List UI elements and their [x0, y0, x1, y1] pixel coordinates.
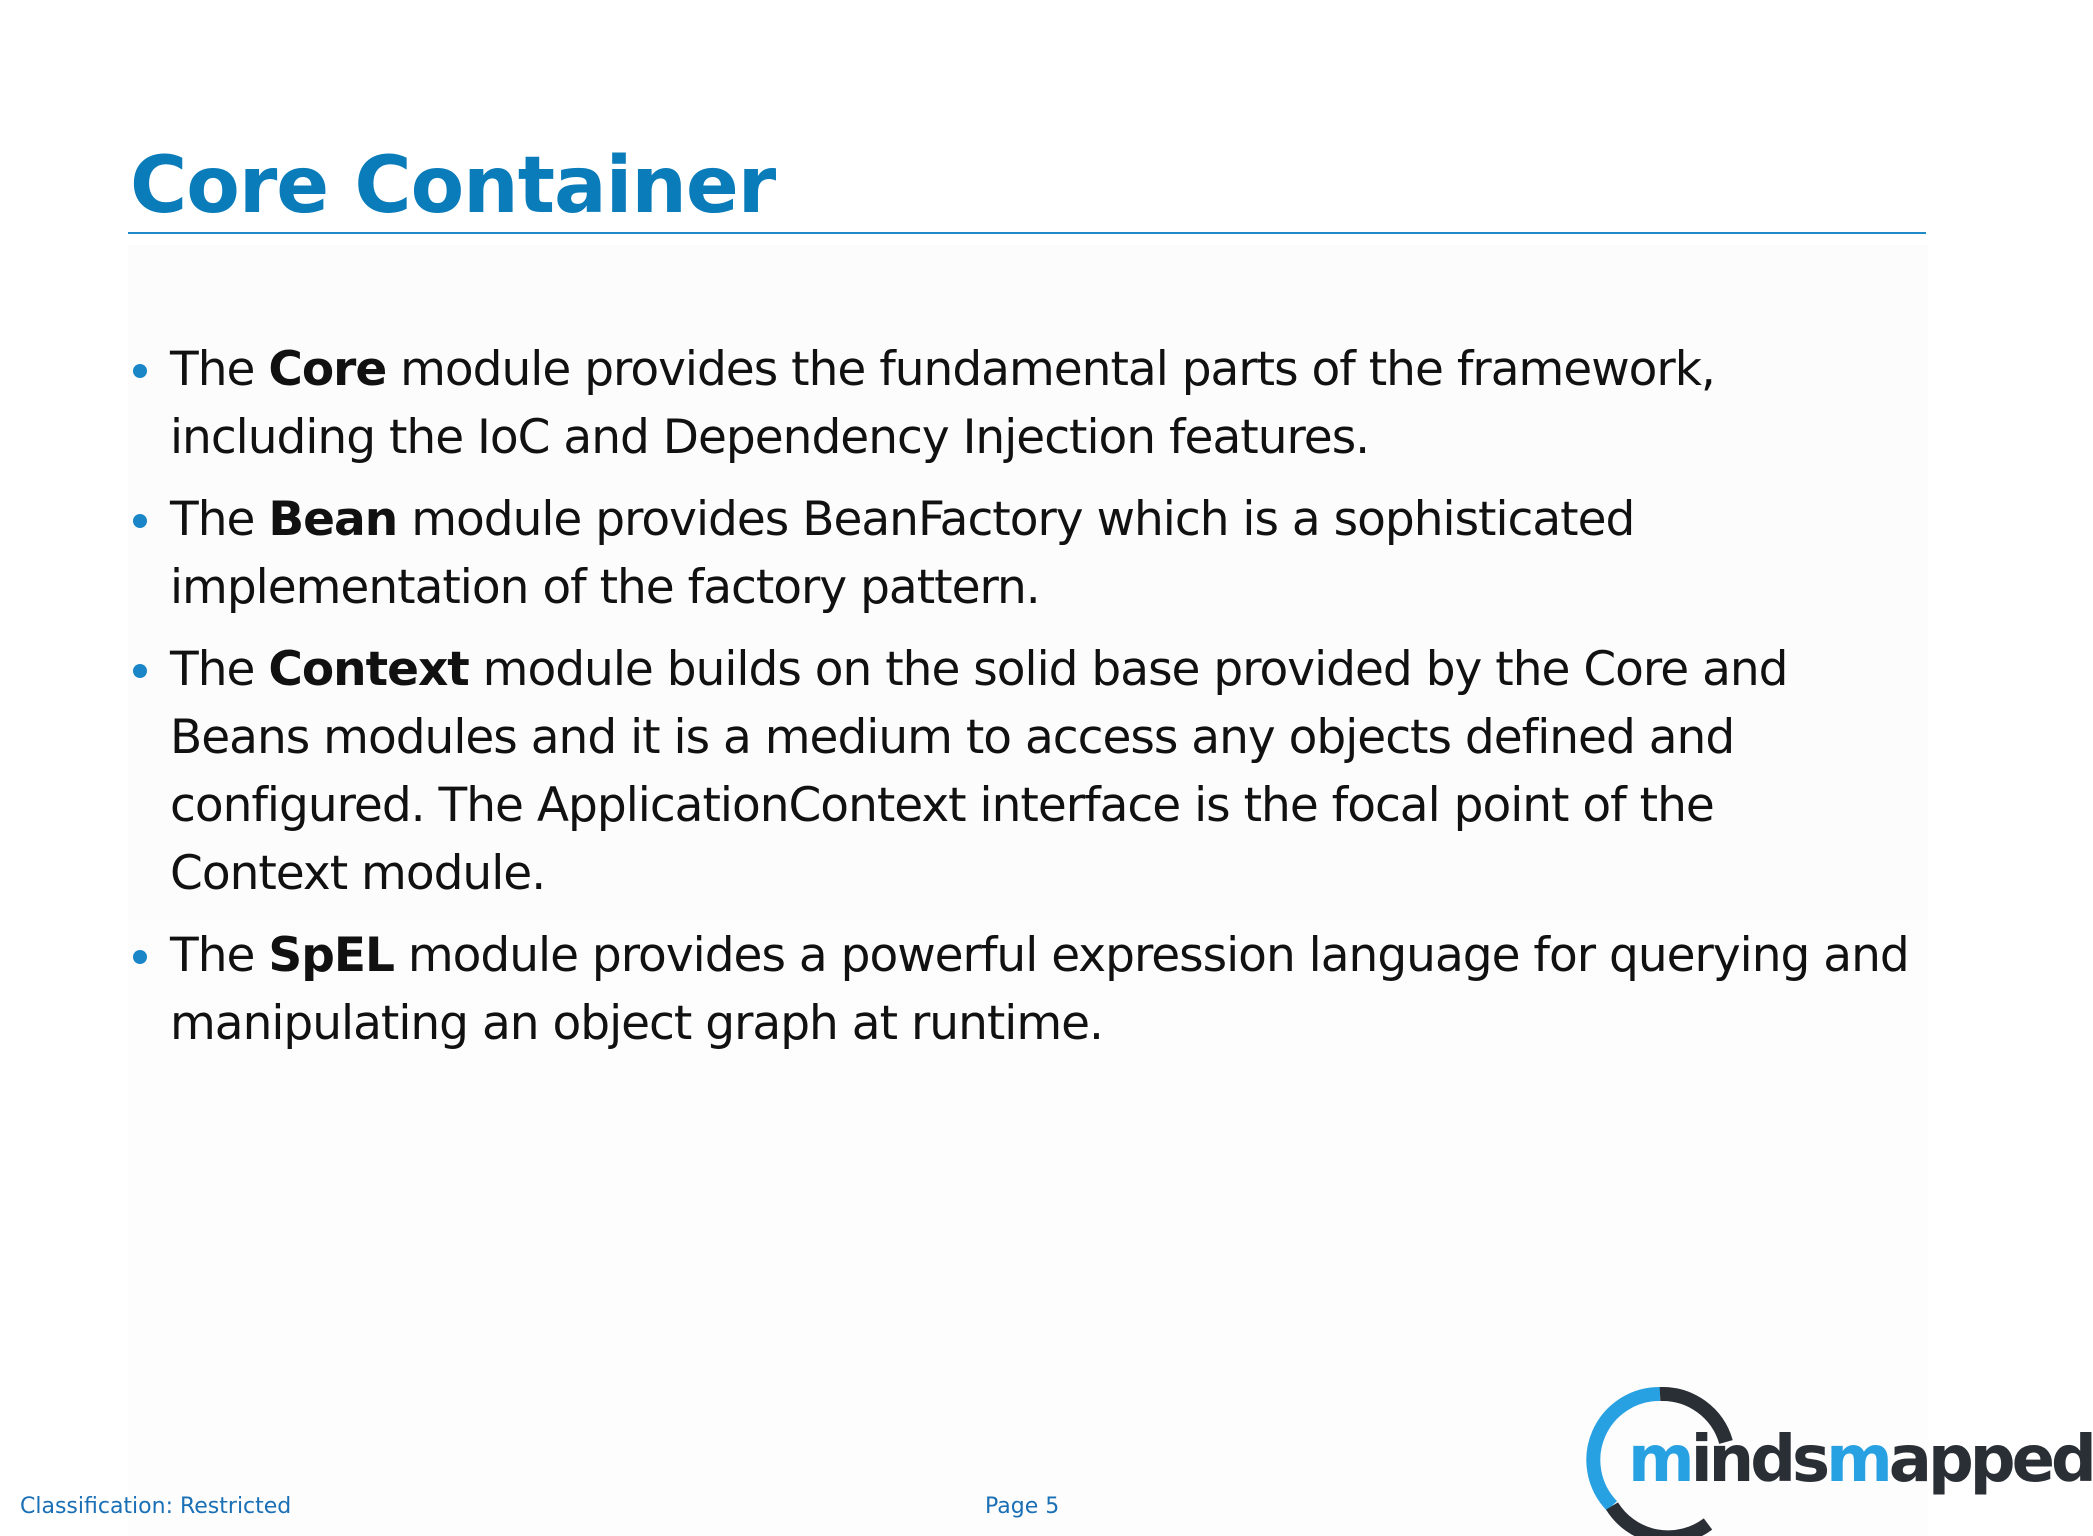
title-underline [128, 232, 1926, 234]
bullet-line [170, 336, 1930, 404]
slide-title: Core Container [130, 141, 776, 231]
classification-label: Classification: Restricted [20, 1494, 292, 1519]
bullet-item-bean [130, 486, 1930, 622]
bullet-bold-term: Core [268, 342, 387, 397]
bullet-prefix: The [170, 928, 269, 983]
bullet-line [170, 922, 1930, 990]
bullet-icon [133, 514, 147, 528]
bullet-item-core [130, 336, 1930, 472]
bullet-bold-term: Context [268, 642, 469, 697]
bullet-prefix: The [170, 642, 269, 697]
bullet-line [170, 486, 1930, 554]
logo-part: s [1792, 1423, 1827, 1497]
bullet-text: module provides BeanFactory which is a sophisticated [397, 492, 1635, 547]
bullet-line: manipulating an object graph at runtime. [170, 996, 1103, 1051]
bullet-prefix: The [170, 492, 269, 547]
bullet-list [130, 336, 1930, 1072]
bullet-item-context [130, 636, 1930, 908]
bullet-text: module provides a powerful expression language for querying and [393, 928, 1909, 983]
bullet-item-spel [130, 922, 1930, 1058]
bullet-bold-term: Bean [268, 492, 398, 547]
bullet-icon [133, 950, 147, 964]
bullet-icon [133, 664, 147, 678]
page-number: Page 5 [985, 1494, 1060, 1519]
bullet-icon [133, 364, 147, 378]
bullet-text: module builds on the solid base provided by the Core and [468, 642, 1788, 697]
bullet-line: Beans modules and it is a medium to access any objects defined and [170, 710, 1735, 765]
bullet-line: including the IoC and Dependency Injection features. [170, 410, 1370, 465]
logo-part: apped [1888, 1423, 2093, 1497]
mindsmapped-logo [1588, 1386, 2093, 1536]
bullet-bold-term: SpEL [268, 928, 394, 983]
bullet-line: configured. The ApplicationContext interface is the focal point of the [170, 778, 1714, 833]
logo-part: m [1628, 1423, 1691, 1497]
logo-wordmark [1628, 1420, 2093, 1500]
bullet-text: module provides the fundamental parts of the framework, [386, 342, 1715, 397]
logo-part: m [1826, 1423, 1889, 1497]
bullet-line: Context module. [170, 846, 546, 901]
logo-part: ind [1690, 1423, 1792, 1497]
bullet-line [170, 636, 1930, 704]
bullet-line: implementation of the factory pattern. [170, 560, 1040, 615]
bullet-prefix: The [170, 342, 269, 397]
